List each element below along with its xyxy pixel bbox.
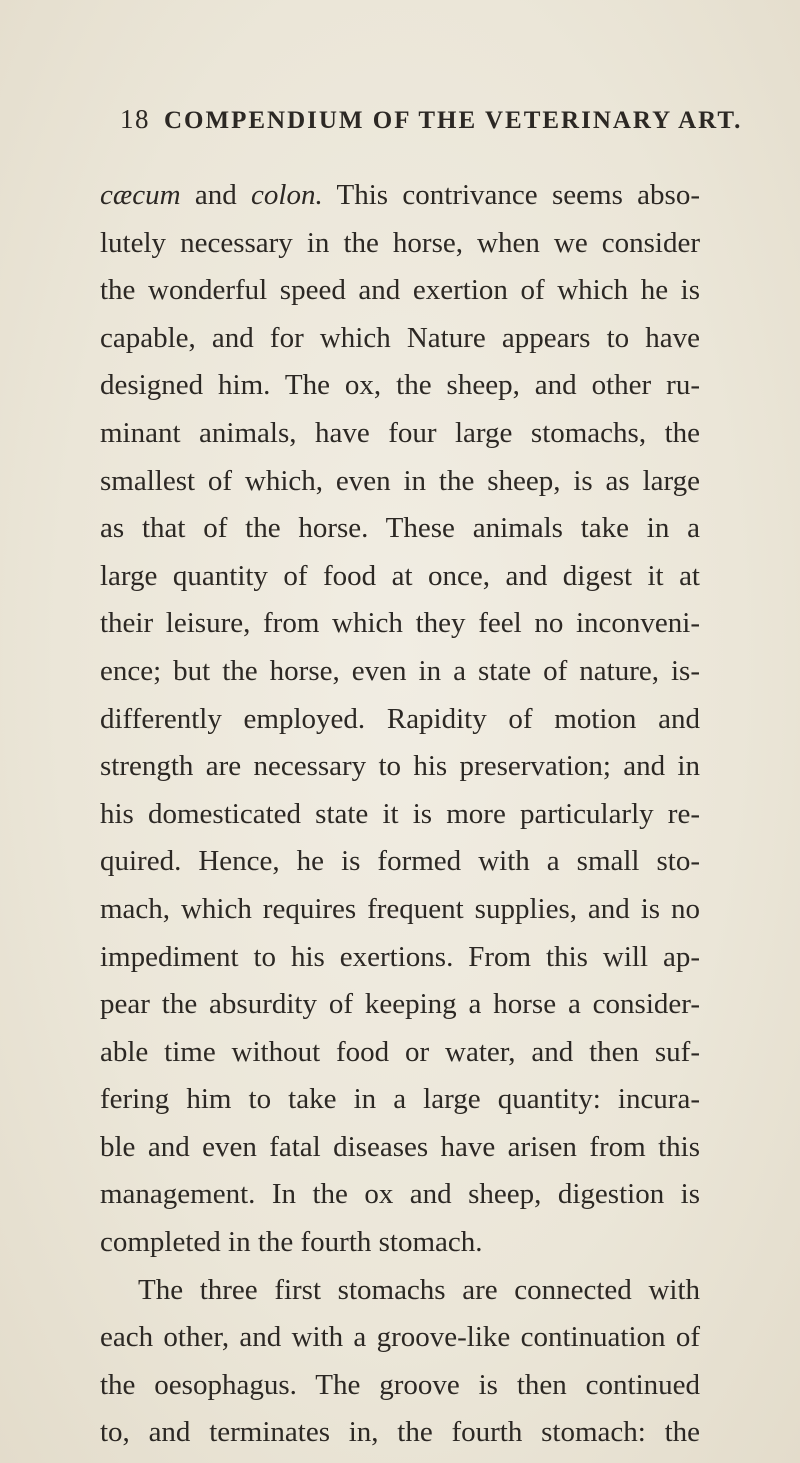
text-line: The three first stomachs are connected with — [138, 1273, 700, 1306]
text-line: strength are necessary to his preservation; and in — [100, 750, 700, 783]
body-text — [100, 172, 700, 1457]
text-fragment: This contrivance seems abso- — [322, 179, 700, 211]
text-line: able time without food or water, and then suf- — [100, 1035, 700, 1068]
text-line: management. In the ox and sheep, digestion is — [100, 1178, 700, 1211]
text-line: lutely necessary in the horse, when we consider — [100, 226, 700, 259]
text-line: designed him. The ox, the sheep, and other ru- — [100, 369, 700, 402]
italic-term-colon: colon. — [251, 179, 323, 211]
text-line: each other, and with a groove-like continuation of — [100, 1321, 700, 1354]
text-line: fering him to take in a large quantity: incura- — [100, 1083, 700, 1116]
text-line: impediment to his exertions. From this will ap- — [100, 940, 700, 973]
text-line: the wonderful speed and exertion of which he is — [100, 274, 700, 307]
text-line: pear the absurdity of keeping a horse a consider- — [100, 988, 700, 1021]
text-line: mach, which requires frequent supplies, and is no — [100, 892, 700, 925]
running-head: COMPENDIUM OF THE VETERINARY ART. — [164, 107, 743, 134]
text-line: capable, and for which Nature appears to have — [100, 321, 700, 354]
text-line: minant animals, have four large stomachs, the — [100, 416, 700, 449]
text-line: as that of the horse. These animals take in a — [100, 512, 700, 545]
text-line: to, and terminates in, the fourth stomach: the — [100, 1416, 700, 1449]
text-line: large quantity of food at once, and digest it at — [100, 559, 700, 592]
text-line: ence; but the horse, even in a state of nature, is- — [100, 654, 700, 687]
text-line — [100, 172, 700, 220]
text-line: smallest of which, even in the sheep, is as large — [100, 464, 700, 497]
page-number: 18 — [120, 104, 150, 134]
text-fragment: and — [180, 179, 252, 211]
text-line: differently employed. Rapidity of motion and — [100, 702, 700, 735]
text-line: his domesticated state it is more particularly re- — [100, 797, 700, 830]
text-line: completed in the fourth stomach. — [100, 1226, 483, 1259]
text-line: quired. Hence, he is formed with a small sto- — [100, 845, 700, 878]
italic-term-caecum: cæcum — [100, 179, 181, 211]
text-line: the oesophagus. The groove is then continued — [100, 1368, 700, 1401]
text-line: ble and even fatal diseases have arisen from this — [100, 1130, 700, 1163]
text-line: their leisure, from which they feel no inconveni- — [100, 607, 700, 640]
page-header — [120, 104, 780, 144]
